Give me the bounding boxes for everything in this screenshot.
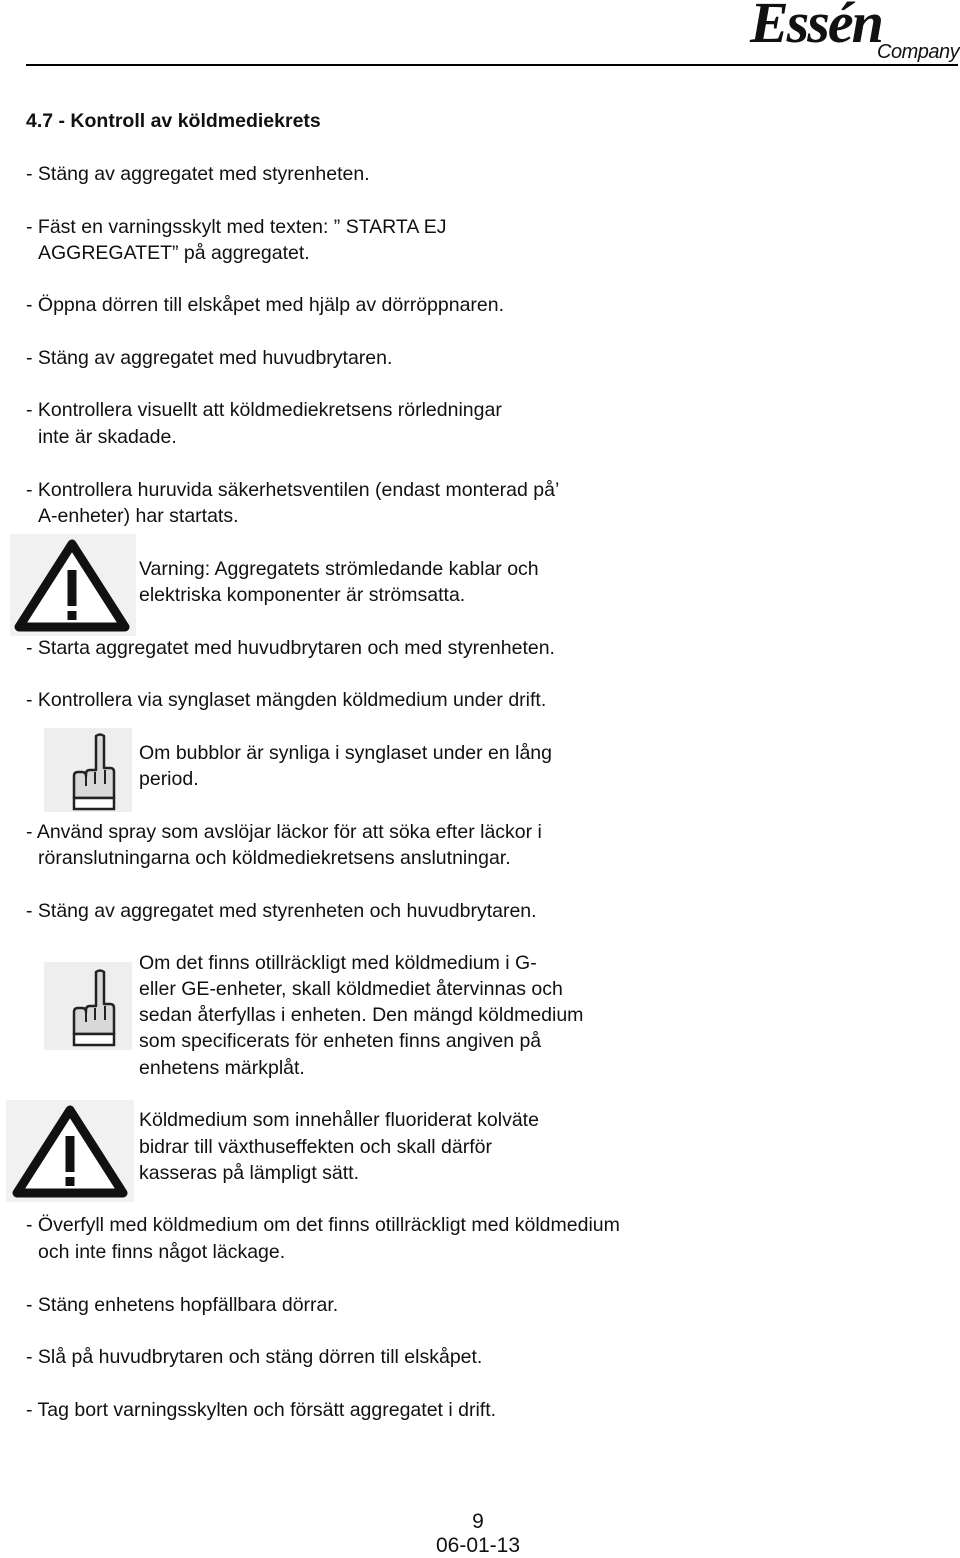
hint-text: eller GE-enheter, skall köldmediet återvinnas och	[139, 978, 563, 1000]
step-text: - Kontrollera via synglaset mängden köldmedium under drift.	[26, 689, 547, 711]
warning-text: Varning: Aggregatets strömledande kablar och	[139, 558, 539, 580]
page-number-text: 9	[472, 1510, 484, 1533]
step-text: - Stäng av aggregatet med huvudbrytaren.	[26, 347, 393, 369]
step-text: - Stäng av aggregatet med styrenheten och huvudbrytaren.	[26, 900, 537, 922]
hint-text: period.	[139, 768, 199, 790]
step-text: - Använd spray som avslöjar läckor för att söka efter läckor i	[26, 821, 542, 843]
warning-text: Köldmedium som innehåller fluoriderat kolväte	[139, 1109, 539, 1131]
hint-text: som specificerats för enheten finns angiven på	[139, 1030, 542, 1052]
warning-text: bidrar till växthuseffekten och skall därför	[139, 1136, 492, 1158]
company-logo	[745, 0, 960, 68]
logo-subtitle: Company	[877, 41, 960, 63]
pointing-hand-icon	[44, 962, 132, 1050]
hint-text: Om bubblor är synliga i synglaset under en lång	[139, 742, 552, 764]
step-text: - Stäng enhetens hopfällbara dörrar.	[26, 1294, 339, 1316]
step-text: - Tag bort varningsskylten och försätt aggregatet i drift.	[26, 1399, 497, 1421]
step-text: inte är skadade.	[38, 426, 177, 448]
hint-text: sedan återfyllas i enheten. Den mängd köldmedium	[139, 1004, 584, 1026]
step-text: röranslutningarna och köldmediekretsens anslutningar.	[38, 847, 511, 869]
step-text: - Kontrollera visuellt att köldmediekretsens rörledningar	[26, 399, 502, 421]
hint-text: Om det finns otillräckligt med köldmedium i G-	[139, 952, 537, 974]
step-text: - Kontrollera huruvida säkerhetsventilen (endast monterad på’	[26, 479, 560, 501]
document-date-text: 06-01-13	[435, 1534, 521, 1557]
warning-triangle-icon	[6, 1100, 134, 1202]
warning-text: kasseras på lämpligt sätt.	[139, 1162, 360, 1184]
step-text: A-enheter) har startats.	[38, 505, 239, 527]
pointing-hand-icon	[44, 728, 132, 812]
warning-text: elektriska komponenter är strömsatta.	[139, 584, 466, 606]
step-text: AGGREGATET” på aggregatet.	[38, 242, 310, 264]
document-date	[0, 1534, 960, 1558]
step-text: - Öppna dörren till elskåpet med hjälp av dörröppnaren.	[26, 294, 505, 316]
warning-triangle-icon	[10, 534, 136, 636]
step-text: - Stäng av aggregatet med styrenheten.	[26, 163, 370, 185]
step-text: - Slå på huvudbrytaren och stäng dörren till elskåpet.	[26, 1346, 483, 1368]
section-heading: 4.7 - Kontroll av köldmediekrets	[26, 110, 321, 132]
page-number	[0, 1510, 960, 1534]
step-text: - Fäst en varningsskylt med texten: ” STARTA EJ	[26, 216, 447, 238]
step-text: och inte finns något läckage.	[38, 1241, 286, 1263]
step-text: - Starta aggregatet med huvudbrytaren och med styrenheten.	[26, 637, 555, 659]
step-text: - Överfyll med köldmedium om det finns otillräckligt med köldmedium	[26, 1214, 620, 1236]
hint-text: enhetens märkplåt.	[139, 1057, 305, 1079]
header-divider	[26, 64, 958, 66]
logo-wordmark: Essén	[750, 0, 882, 55]
